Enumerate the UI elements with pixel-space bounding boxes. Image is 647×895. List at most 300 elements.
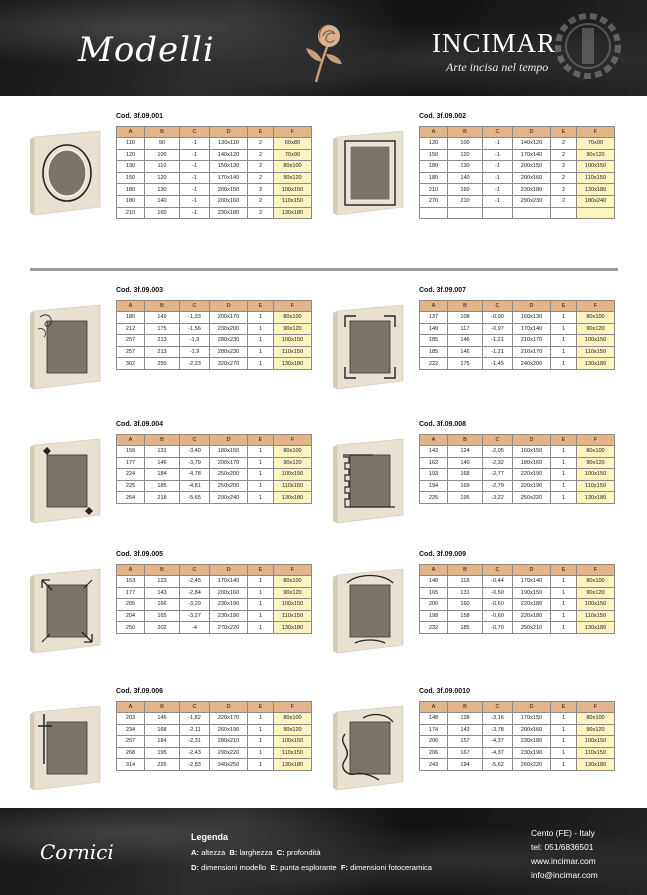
table-row	[117, 599, 312, 611]
table-cell: 110x150	[274, 480, 312, 492]
table-cell: 1	[551, 747, 577, 759]
table-header-row	[420, 565, 615, 576]
table-cell: 230x180	[210, 207, 248, 219]
table-cell: 108	[448, 312, 483, 324]
table-row	[420, 622, 615, 634]
column-header: D	[210, 565, 248, 576]
table-cell: 243	[420, 759, 448, 771]
frame-arched-ornament-icon	[333, 567, 405, 647]
table-cell: 80x100	[577, 446, 615, 458]
table-cell: 110	[117, 138, 145, 150]
contact-location: Cento (FE) - Italy	[531, 828, 595, 838]
table-cell: -3,78	[483, 724, 513, 736]
table-cell: -0,97	[483, 323, 513, 335]
table-cell: 2	[551, 195, 577, 207]
table-row	[420, 358, 615, 370]
column-header: A	[420, 127, 448, 138]
table-cell: 2	[248, 207, 274, 219]
table-cell: 218	[145, 492, 180, 504]
table-cell: 100x150	[577, 469, 615, 481]
column-header: A	[117, 435, 145, 446]
product-code: Cod. 3f.09.003	[116, 287, 164, 294]
table-cell: 204	[117, 610, 145, 622]
table-cell: 143	[145, 587, 180, 599]
column-header: A	[420, 702, 448, 713]
table-cell: 110	[145, 161, 180, 173]
contact-phone: tel: 051/6836501	[531, 842, 594, 852]
table-cell: -0,60	[483, 610, 513, 622]
table-cell: 200x160	[513, 172, 551, 184]
table-cell: 146	[448, 335, 483, 347]
table-cell: -2,05	[483, 446, 513, 458]
table-cell: 185	[420, 335, 448, 347]
table-cell: 80x100	[577, 713, 615, 725]
table-header-row	[117, 127, 312, 138]
frame-greek-key-icon	[333, 437, 405, 517]
table-cell: 70x90	[274, 149, 312, 161]
table-row	[420, 736, 615, 748]
table-row	[117, 184, 312, 196]
column-header: F	[577, 702, 615, 713]
table-cell: 290x240	[210, 492, 248, 504]
table-cell: 150	[420, 149, 448, 161]
table-cell: 1	[551, 587, 577, 599]
table-cell: -4,81	[180, 480, 210, 492]
column-header: C	[483, 301, 513, 312]
page-footer	[0, 808, 647, 895]
table-cell: 185	[448, 622, 483, 634]
legend-description: altezza	[199, 848, 230, 857]
table-cell: 1	[248, 736, 274, 748]
rose-logo-icon	[298, 16, 348, 84]
table-header-row	[420, 127, 615, 138]
table-cell: 257	[117, 346, 145, 358]
table-cell: 200x170	[210, 457, 248, 469]
table-cell: -3,29	[180, 599, 210, 611]
table-cell: 140x120	[210, 149, 248, 161]
table-cell: 120	[117, 149, 145, 161]
dimensions-table	[116, 434, 312, 504]
table-cell: 1	[551, 736, 577, 748]
column-header: C	[180, 435, 210, 446]
table-cell: 157	[448, 736, 483, 748]
table-cell: 184	[145, 469, 180, 481]
table-cell: 200x160	[210, 195, 248, 207]
table-cell: 200x150	[210, 184, 248, 196]
column-header: E	[248, 702, 274, 713]
table-cell: 90	[145, 138, 180, 150]
table-cell	[448, 207, 483, 219]
column-header: A	[117, 301, 145, 312]
table-cell: 193	[420, 469, 448, 481]
table-cell: 166	[145, 599, 180, 611]
table-cell: 230x180	[513, 184, 551, 196]
table-row	[420, 312, 615, 324]
table-cell: 260x220	[513, 759, 551, 771]
table-cell: 2	[248, 138, 274, 150]
table-cell: 1	[248, 469, 274, 481]
table-cell: 80x100	[274, 312, 312, 324]
table-cell: 150x130	[210, 161, 248, 173]
table-cell: 190x150	[513, 587, 551, 599]
table-cell: 205	[117, 599, 145, 611]
table-cell: 100x150	[274, 736, 312, 748]
table-cell: -1,9	[180, 346, 210, 358]
column-header: F	[577, 301, 615, 312]
table-cell: -3,16	[483, 713, 513, 725]
table-cell: 230x190	[210, 599, 248, 611]
table-header-row	[117, 435, 312, 446]
table-cell: 130	[448, 161, 483, 173]
column-header: A	[117, 127, 145, 138]
table-cell: 90x120	[274, 724, 312, 736]
table-row	[420, 138, 615, 150]
column-header: B	[448, 702, 483, 713]
table-row	[420, 161, 615, 173]
column-header: D	[513, 435, 551, 446]
table-cell: 206	[420, 736, 448, 748]
table-cell: 1	[551, 358, 577, 370]
legend-description: dimensioni modello	[199, 863, 271, 872]
table-cell: 175	[145, 323, 180, 335]
brand-tagline: Arte incisa nel tempo	[446, 60, 549, 74]
table-cell: 90x120	[577, 323, 615, 335]
table-cell: 110x150	[274, 747, 312, 759]
table-cell: -1	[180, 149, 210, 161]
table-cell: 130x180	[274, 358, 312, 370]
table-cell: 210	[448, 195, 483, 207]
table-cell: 146	[448, 346, 483, 358]
column-header: E	[248, 565, 274, 576]
table-cell: 149	[420, 323, 448, 335]
table-cell: 230x190	[210, 610, 248, 622]
product-code: Cod. 3f.09.009	[419, 551, 467, 558]
table-cell: 160	[448, 599, 483, 611]
table-cell: 100x150	[577, 599, 615, 611]
column-header: B	[448, 435, 483, 446]
table-header-row	[420, 301, 615, 312]
table-cell: 90x120	[577, 457, 615, 469]
table-cell: 180	[117, 184, 145, 196]
table-row	[420, 149, 615, 161]
table-cell: 210	[117, 207, 145, 219]
table-cell	[577, 207, 615, 219]
table-cell: -1	[483, 138, 513, 150]
table-cell: 194	[448, 759, 483, 771]
table-cell: 1	[248, 724, 274, 736]
table-cell: 90x120	[274, 172, 312, 184]
column-header: D	[210, 435, 248, 446]
table-cell: -1	[483, 172, 513, 184]
table-cell	[420, 207, 448, 219]
table-cell: 1	[551, 622, 577, 634]
column-header: E	[551, 702, 577, 713]
legend-key: C:	[276, 848, 285, 857]
table-cell: 100	[145, 149, 180, 161]
table-cell: 1	[248, 759, 274, 771]
table-cell: 110x150	[577, 747, 615, 759]
table-cell: 250x210	[513, 622, 551, 634]
table-cell: -1	[180, 172, 210, 184]
table-cell: 2	[248, 184, 274, 196]
table-row	[117, 312, 312, 324]
table-cell: 118	[448, 576, 483, 588]
table-cell: 120	[448, 149, 483, 161]
table-cell: 110x150	[274, 195, 312, 207]
table-cell: 140x120	[513, 138, 551, 150]
column-header: A	[117, 565, 145, 576]
table-cell: 210x170	[513, 346, 551, 358]
table-row	[117, 149, 312, 161]
column-header: A	[117, 702, 145, 713]
table-cell: 165	[145, 610, 180, 622]
table-row	[117, 492, 312, 504]
table-cell: 1	[248, 323, 274, 335]
table-cell: 170x150	[513, 713, 551, 725]
table-cell: 100x150	[577, 161, 615, 173]
contact-website[interactable]: www.incimar.com	[531, 856, 596, 866]
table-row	[117, 207, 312, 219]
table-row	[117, 587, 312, 599]
product-code: Cod. 3f.09.007	[419, 287, 467, 294]
table-cell: 100x150	[274, 469, 312, 481]
dimensions-table	[419, 434, 615, 504]
table-row	[117, 480, 312, 492]
table-row	[117, 724, 312, 736]
table-cell: 140	[145, 195, 180, 207]
table-row	[117, 713, 312, 725]
table-row	[420, 492, 615, 504]
table-cell: 180	[117, 195, 145, 207]
table-cell: 159	[117, 446, 145, 458]
column-header: E	[551, 435, 577, 446]
table-cell: 250x220	[513, 492, 551, 504]
table-cell: 250	[145, 358, 180, 370]
table-header-row	[420, 435, 615, 446]
table-row	[117, 576, 312, 588]
table-cell: 340x250	[210, 759, 248, 771]
table-cell: 1	[248, 492, 274, 504]
table-cell: 1	[551, 610, 577, 622]
table-cell: -1	[483, 184, 513, 196]
legend-key: E:	[270, 863, 278, 872]
table-cell: 1	[551, 576, 577, 588]
dimensions-table	[419, 300, 615, 370]
section-divider	[30, 268, 618, 271]
column-header: B	[145, 702, 180, 713]
table-cell: 264	[117, 492, 145, 504]
table-cell: 213	[145, 335, 180, 347]
table-cell: 100	[448, 138, 483, 150]
table-row	[420, 599, 615, 611]
table-cell: 250x200	[210, 480, 248, 492]
column-header: C	[483, 435, 513, 446]
table-cell: 210	[420, 184, 448, 196]
product-code: Cod. 3f.09.0010	[419, 688, 470, 695]
column-header: F	[274, 435, 312, 446]
dimensions-table	[116, 701, 312, 771]
table-cell: 1	[551, 323, 577, 335]
table-row	[117, 138, 312, 150]
table-cell: 1	[551, 457, 577, 469]
column-header: D	[210, 127, 248, 138]
legend-description: profondità	[284, 848, 321, 857]
column-header: B	[448, 565, 483, 576]
product-code: Cod. 3f.09.001	[116, 113, 164, 120]
page-header	[0, 0, 647, 96]
table-cell: 257	[117, 736, 145, 748]
table-cell: 128	[448, 713, 483, 725]
table-header-row	[117, 702, 312, 713]
table-cell: 203	[117, 713, 145, 725]
table-cell: -2,79	[483, 480, 513, 492]
table-cell: -4,78	[180, 469, 210, 481]
table-cell: 1	[248, 480, 274, 492]
table-cell: 160	[448, 184, 483, 196]
table-cell: 1	[248, 599, 274, 611]
column-header: A	[420, 565, 448, 576]
table-cell: 167	[448, 747, 483, 759]
column-header: A	[420, 435, 448, 446]
dimensions-table	[116, 300, 312, 370]
legend-key: D:	[191, 863, 200, 872]
table-cell: 177	[117, 587, 145, 599]
table-row	[420, 576, 615, 588]
column-header: D	[513, 127, 551, 138]
frame-art-nouveau-icon	[333, 704, 405, 784]
table-cell: 130x180	[274, 622, 312, 634]
page-title: Modelli	[78, 30, 215, 70]
table-cell: 195	[145, 747, 180, 759]
section-title: Cornici	[40, 840, 114, 864]
table-cell: 225	[420, 492, 448, 504]
table-row	[117, 469, 312, 481]
table-cell: 226	[145, 759, 180, 771]
table-cell: 130x180	[577, 622, 615, 634]
table-cell: 220x170	[210, 713, 248, 725]
table-cell: 280x210	[210, 736, 248, 748]
column-header: C	[180, 565, 210, 576]
table-cell: 2	[551, 138, 577, 150]
legend-line-1	[191, 848, 321, 857]
table-cell: 148	[420, 713, 448, 725]
table-cell: -1,33	[180, 312, 210, 324]
contact-email[interactable]: info@incimar.com	[531, 870, 598, 880]
column-header: E	[551, 301, 577, 312]
table-cell: 162	[420, 457, 448, 469]
table-cell: 149	[145, 312, 180, 324]
table-cell: 2	[551, 184, 577, 196]
table-cell: 180x150	[210, 446, 248, 458]
table-cell: 117	[448, 323, 483, 335]
table-cell: 184	[145, 736, 180, 748]
dimensions-table	[419, 126, 615, 219]
table-cell: 123	[145, 576, 180, 588]
table-cell: -0,70	[483, 622, 513, 634]
column-header: B	[145, 127, 180, 138]
table-cell: 130x180	[577, 184, 615, 196]
table-cell: 160x130	[513, 312, 551, 324]
table-cell: -1,9	[180, 335, 210, 347]
table-cell: 131	[145, 446, 180, 458]
table-cell: 1	[551, 759, 577, 771]
table-cell: 70x90	[577, 138, 615, 150]
product-code: Cod. 3f.09.005	[116, 551, 164, 558]
table-cell: 140	[448, 172, 483, 184]
table-header-row	[420, 702, 615, 713]
table-row	[117, 172, 312, 184]
table-cell: 175	[448, 358, 483, 370]
table-row	[420, 713, 615, 725]
table-cell: -1	[483, 161, 513, 173]
table-cell: -0,60	[483, 599, 513, 611]
table-cell: -2,77	[483, 469, 513, 481]
column-header: C	[180, 702, 210, 713]
table-cell: 2	[248, 195, 274, 207]
table-cell: -2,23	[180, 358, 210, 370]
table-cell: 1	[551, 312, 577, 324]
table-cell: -3,40	[180, 446, 210, 458]
table-cell: -2,45	[180, 576, 210, 588]
column-header: C	[180, 127, 210, 138]
table-cell: 270x220	[210, 622, 248, 634]
table-row	[117, 335, 312, 347]
table-cell: 1	[551, 469, 577, 481]
table-cell: 185	[145, 480, 180, 492]
table-cell: 1	[551, 335, 577, 347]
table-cell: 165	[420, 587, 448, 599]
table-cell: 131	[448, 587, 483, 599]
frame-cross-icon	[30, 704, 102, 784]
legend-description: larghezza	[237, 848, 277, 857]
table-cell: -2,83	[180, 759, 210, 771]
table-cell: -5,62	[483, 759, 513, 771]
table-cell: 268	[117, 747, 145, 759]
table-cell: 180x240	[577, 195, 615, 207]
table-cell: 100x150	[577, 335, 615, 347]
table-cell: 100x150	[274, 599, 312, 611]
table-header-row	[117, 301, 312, 312]
table-cell: 202	[145, 622, 180, 634]
table-cell: 260x190	[210, 724, 248, 736]
legend-line-2	[191, 863, 432, 872]
table-cell: 170x140	[210, 172, 248, 184]
table-cell: 90x120	[577, 587, 615, 599]
column-header: F	[274, 127, 312, 138]
table-cell: 1	[248, 622, 274, 634]
table-cell: 170x140	[513, 323, 551, 335]
table-row	[117, 446, 312, 458]
table-cell: 80x100	[274, 576, 312, 588]
table-header-row	[117, 565, 312, 576]
table-cell: 110x150	[577, 346, 615, 358]
table-cell: 110x150	[274, 346, 312, 358]
table-cell: 1	[248, 312, 274, 324]
table-row	[420, 184, 615, 196]
table-cell: 1	[551, 346, 577, 358]
table-cell: 153	[117, 576, 145, 588]
legend-description: dimensioni fotoceramica	[348, 863, 433, 872]
table-cell: 290x230	[513, 195, 551, 207]
table-cell: -2,43	[180, 747, 210, 759]
table-row	[117, 457, 312, 469]
table-cell: 200x150	[513, 161, 551, 173]
table-cell: -1,21	[483, 335, 513, 347]
column-header: E	[551, 565, 577, 576]
table-cell: -2,84	[180, 587, 210, 599]
column-header: E	[248, 301, 274, 312]
table-cell: 146	[145, 457, 180, 469]
